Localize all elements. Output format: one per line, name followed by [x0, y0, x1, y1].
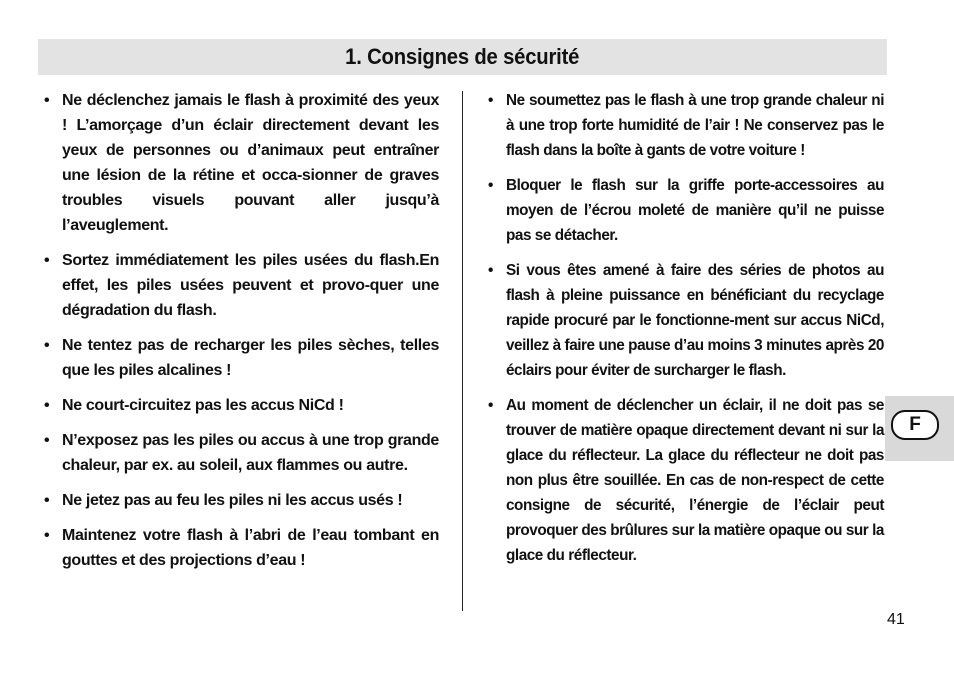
- page-number: 41: [887, 611, 905, 628]
- list-item: [44, 393, 439, 418]
- list-item: [44, 88, 439, 238]
- list-item: [44, 333, 439, 383]
- list-item: [488, 393, 884, 568]
- list-item-text: Ne court-circuitez pas les accus NiCd !: [62, 397, 344, 414]
- bullet-icon: •: [44, 397, 50, 414]
- list-item-text: Sortez immédiatement les piles usées du flash.En effet, les piles usées peuvent et provo-quer une dégradation du flash.: [62, 252, 439, 319]
- bullet-icon: •: [44, 337, 50, 354]
- list-item: [44, 428, 439, 478]
- list-item-text: Bloquer le flash sur la griffe porte-accessoires au moyen de l’écrou moleté de manière qu’il ne puisse pas se détacher.: [506, 177, 884, 244]
- bullet-icon: •: [488, 177, 493, 194]
- bullet-icon: •: [488, 397, 493, 414]
- bullet-icon: •: [44, 432, 50, 449]
- page-title: 1. Consignes de sécurité: [345, 44, 580, 69]
- list-item-text: Ne soumettez pas le flash à une trop grande chaleur ni à une trop forte humidité de l’air ! Ne conservez pas le flash dans la boîte à gants de votre voiture !: [506, 92, 884, 159]
- bullet-icon: •: [44, 92, 50, 109]
- list-item: [488, 173, 884, 248]
- bullet-icon: •: [44, 492, 50, 509]
- list-item: [488, 258, 884, 383]
- bullet-icon: •: [44, 252, 50, 269]
- list-item-text: Au moment de déclencher un éclair, il ne doit pas se trouver de matière opaque directement devant ni sur la glace du réflecteur. La glace du réflecteur ne doit pas non plus être souillée. En cas de non-respect de cette consigne de sécurité, l’énergie de l’éclair peut provoquer des brûlures sur la matière opaque ou sur la glace du réflecteur.: [506, 397, 884, 564]
- list-item-text: Ne déclenchez jamais le flash à proximité des yeux ! L’amorçage d’un éclair directement devant les yeux de personnes ou d’animaux peut entraîner une lésion de la rétine et occa-sionner de graves troubles visuels pouvant aller jusqu’à l’aveuglement.: [62, 92, 439, 234]
- list-item-text: Ne tentez pas de recharger les piles sèches, telles que les piles alcalines !: [62, 337, 439, 379]
- left-column-list: [44, 88, 439, 583]
- list-item-text: Ne jetez pas au feu les piles ni les accus usés !: [62, 492, 403, 509]
- list-item-text: Maintenez votre flash à l’abri de l’eau tombant en gouttes et des projections d’eau !: [62, 527, 439, 569]
- list-item: [44, 488, 439, 513]
- language-tab: [885, 396, 954, 461]
- language-label: F: [909, 414, 921, 435]
- list-item: [44, 523, 439, 573]
- right-column-list: [488, 88, 884, 578]
- column-divider: [462, 91, 463, 611]
- list-item: [44, 248, 439, 323]
- list-item: [488, 88, 884, 163]
- section-header: [38, 39, 887, 75]
- list-item-text: N’exposez pas les piles ou accus à une trop grande chaleur, par ex. au soleil, aux flammes ou autre.: [62, 432, 439, 474]
- list-item-text: Si vous êtes amené à faire des séries de photos au flash à pleine puissance en bénéficiant du recyclage rapide procuré par le fonctionne-ment sur accus NiCd, veillez à faire une pause d’au moins 3 minutes après 20 éclairs pour éviter de surcharger le flash.: [506, 262, 884, 379]
- bullet-icon: •: [488, 92, 493, 109]
- bullet-icon: •: [488, 262, 493, 279]
- language-badge: [891, 410, 939, 440]
- bullet-icon: •: [44, 527, 50, 544]
